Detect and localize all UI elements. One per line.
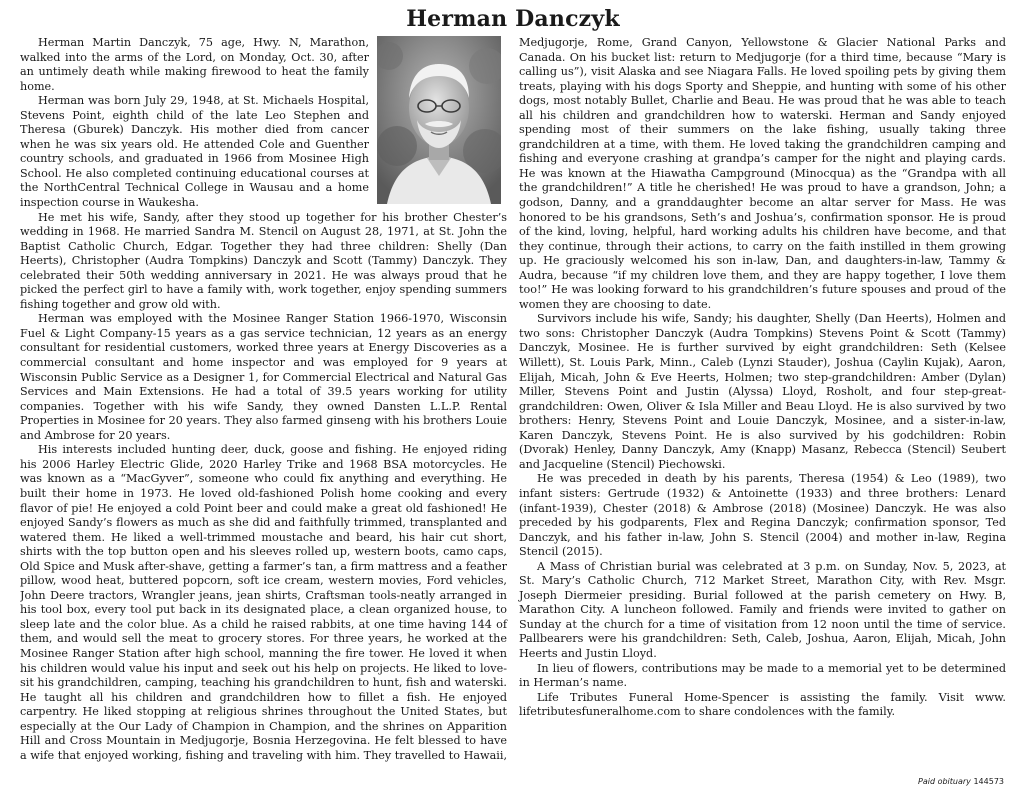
paragraph-marriage: He met his wife, Sandy, after they stood up together for his brother Chester’s wedding in 1968. He married Sandra M. Stencil on August 28, 1971, at St. John the Baptist Catholic Church, Edgar. Together they had three children: Shelly (Dan Heerts), Christopher (Audra Tompkins) Danczyk and Scott (Tammy) Danczyk. They celebrated their 50th wedding anniversary in 2021. He was always proud that he picked the perfect girl to have a family with, work together, enjoy spending summers fishing together and grow old with.: [20, 210, 507, 311]
obituary-page: [20, 6, 1006, 786]
paragraph-survivors: Survivors include his wife, Sandy; his daughter, Shelly (Dan Heerts), Holmen and two sons: Christopher Danczyk (Audra Tompkins) Stevens Point & Scott (Tammy) Danczyk, Mosinee. He is further survived by eight grandchildren: Seth (Kelsee Willett), St. Louis Park, Minn., Caleb (Lynzi Stauder), Joshua (Caylin Kujak), Aaron, Elijah, Micah, John & Eve Heerts, Holmen; two step-grandchildren: Amber (Dylan) Miller, Stevens Point and Justin (Alyssa) Lloyd, Rosholt, and four step-great-grandchildren: Owen, Oliver & Isla Miller and Beau Lloyd. He is also survived by two brothers: Henry, Stevens Point and Louie Danczyk, Mosinee, and a sister-in-law, Karen Danczyk, Stevens Point. He is also survived by his godchildren: Robin (Dvorak) Henley, Danny Danczyk, Amy (Knapp) Masanz, Rebecca (Stencil) Seubert and Jacqueline (Stencil) Piechowski.: [519, 312, 1006, 471]
paid-obituary-label: Paid obituary: [918, 777, 971, 786]
paragraph-career: Herman was employed with the Mosinee Ranger Station 1966-1970, Wisconsin Fuel & Light Company-15 years as a gas service technician, 12 years as an energy consultant for residential customers, worked three years at Energy Discoveries as a commercial consultant and home inspector and was employed for 9 years at Wisconsin Public Service as a Designer 1, for Commercial Electrical and Natural Gas Services and Main Extensions. He had a total of 39.5 years working for utility companies. Together with his wife Sandy, they owned Dansten L.L.P. Rental Properties in Mosinee for 20 years. They also farmed ginseng with his brothers Louie and Ambrose for 20 years.: [20, 312, 507, 442]
obituary-columns: [20, 36, 1006, 776]
obituary-title: Herman Danczyk: [406, 6, 620, 32]
paragraph-opening: Herman Martin Danczyk, 75 age, Hwy. N, Marathon, walked into the arms of the Lord, on Monday, Oct. 30, after an untimely death while making firewood to heat the family home.: [20, 36, 369, 93]
paragraph-preceded: He was preceded in death by his parents, Theresa (1954) & Leo (1989), two infant sisters: Gertrude (1932) & Antoinette (1933) and three brothers: Lenard (infant-1939), Chester (2018) & Ambrose (2018) (Mosinee) Danczyk. He was also preceded by his godparents, Flex and Regina Danczyk; confirmation sponsor, Ted Danczyk, and his father in-law, John S. Stencil (2004) and mother in-law, Regina Stencil (2015).: [519, 472, 1006, 559]
obituary-body: [20, 36, 1006, 776]
portrait-photo: [377, 36, 501, 204]
paragraph-birth: Herman was born July 29, 1948, at St. Michaels Hospital, Stevens Point, eighth child of the late Leo Stephen and Theresa (Gburek) Danczyk. His mother died from cancer when he was six years old. He attended Cole and Guenther country schools, and graduated in 1966 from Mosinee High School. He also completed continuing educational courses at the NorthCentral Technical College in Wausau and a home inspection course in Waukesha.: [20, 94, 369, 210]
paragraph-memorials: In lieu of flowers, contributions may be made to a memorial yet to be determined in Herman’s name.: [519, 661, 1006, 690]
paid-obituary-number: 144573: [973, 777, 1004, 786]
paragraph-service: A Mass of Christian burial was celebrated at 3 p.m. on Sunday, Nov. 5, 2023, at St. Mary’s Catholic Church, 712 Market Street, Marathon City, with Rev. Msgr. Joseph Diermeier presiding. Burial followed at the parish cemetery on Hwy. B, Marathon City. A luncheon followed. Family and friends were invited to gather on Sunday at the church for a time of visitation from 12 noon until the time of service. Pallbearers were his grandchildren: Seth, Caleb, Joshua, Aaron, Elijah, Micah, John Heerts and Justin Lloyd.: [519, 559, 1006, 660]
paid-obituary-note: [918, 777, 1004, 786]
paragraph-funeral-home: Life Tributes Funeral Home-Spencer is assisting the family. Visit www. lifetributesfuneralhome.com to share condolences with the family.: [519, 690, 1006, 719]
paragraph-interests: His interests included hunting deer, duck, goose and fishing. He enjoyed riding his 2006 Harley Electric Glide, 2020 Harley Trike and 1968 BSA motorcycles. He was known as a “MacGyver”, someone who could fix anything and everything. He built their home in 1973. He loved old-fashioned Polish home cooking and every flavor of pie! He enjoyed a cold Point beer and could make a great old fashioned! He enjoyed Sandy’s flowers as much as she did and faithfully trimmed, transplanted and watered them. He liked a well-trimmed moustache and beard, his hair cut short, shirts with the top button open and his sleeves rolled up, western boots, camo caps, Old Spice and Musk after-shave, getting a farmer’s tan, a firm mattress and a feather pillow, wood heat, buttered popcorn, soft ice cream, western movies, Ford vehicles, John Deere tractors, Wrangler jeans, jean shirts, Craftsman tools-neatly arranged in his tool box, every tool put back in its designated place, a clean organized house, to sleep late and the color blue. As a child he raised rabbits, at one time having 144 of them, and would sell the meat to grocery stores. For three years, he worked at the Mosinee Ranger Station after high school, manning the fire tower. He loved it when his children would value his input and seek out his help on projects. He liked to love-sit his grandchildren, camping, teaching his grandchildren to hunt, fish and waterski. He taught all his children and grandchildren how to fillet a fish. He enjoyed carpentry. He liked stopping at religious shrines throughout the United States, but especially at the Our Lady of Champion in Champion, and the shrines on Apparition Hill and Cross Mountain in Medjugorje, Bosnia Herzegovina. He felt blessed to have a wife that enjoyed working, fishing and traveling with him. They travelled to Hawaii, Medjugorje, Rome, Grand Canyon, Yellowstone & Glacier National Parks and Canada. On his bucket list: return to Medjugorje (for a third time, because “Mary is calling us”), visit Alaska and see Niagara Falls. He loved spoiling pets by giving them treats, playing with his dogs Sporty and Sheppie, and hunting with some of his other dogs, most notably Bullet, Charlie and Beau. He was proud that he was able to teach all his children and grandchildren how to waterski. Herman and Sandy enjoyed spending most of their summers on the lake fishing, usually taking three grandchildren at a time, with them. He loved taking the grandchildren camping and fishing and everyone crashing at grandpa’s camper for the night and playing cards. He was known at the Hiawatha Campground (Minocqua) as the “Grandpa with all the grandchildren!” A title he cherished! He was proud to have a grandson, John; a godson, Danny, and a granddaughter become an altar server for Mass. He was honored to be his grandsons, Seth’s and Joshua’s, confirmation sponsor. He is proud of the kind, loving, helpful, hard working adults his children have become, and that they continue, through their actions, to carry on the faith instilled in them growing up. He graciously welcomed his son in-law, Dan, and daughters-in-law, Tammy & Audra, because “if my children love them, and they are happy together, I love them too!” He was looking forward to his grandchildren’s future spouses and proud of the women they are choosing to date.: [20, 36, 1006, 762]
